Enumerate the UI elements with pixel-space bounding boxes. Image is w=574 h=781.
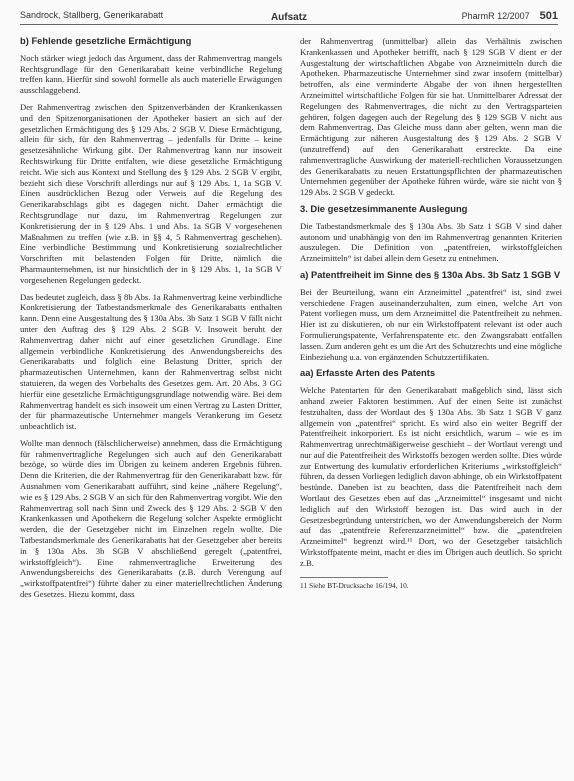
heading-aa: aa) Erfasste Arten des Patents (300, 367, 436, 379)
left-paragraph-4: Wollte man dennoch (fälschlicherweise) annehmen, dass die Ermächtigung für rahmenvertragliche Regelungen sich auch auf den Generikarabatt bezöge, so würde dies im Übrigen zu keinem anderen Ergebnis führen. Denn die Kriterien, die der Rahmenvertrag für den Generikarabatt bzw. für Ausnahmen vom Generikarabatt aufführt, sind keine „nähere Regelung“, wie es § 129 Abs. 2 SGB V an sich für den Rahmenvertrag vorgibt. Wie den Rahmenvertrag soll nach Sinn und Zweck des § 129 Abs. 2 SGB V den Krankenkassen und Apothekern die Regelung solcher Aspekte ermöglicht werden, die der Gesetzgeber nicht im Einzelnen regeln wollte. Die Tatbestandsmerkmale des Generikarabatts hat der Gesetzgeber aber bereits in § 130a Abs. 3b SGB V abschließend geregelt („patentfrei, wirkstoffgleich“). Eine rahmenvertragliche Erweiterung des Anwendungsbereichs des Generikarabatts (z.B. durch Verengung auf „wirkstoffpatentfrei“) führte daher zu einer materiellrechtlichen Änderung des Gesetzes. Hiezu kommt, dass (20, 437, 282, 600)
footnote-divider (300, 577, 388, 578)
header-journal: PharmR 12/2007 (461, 11, 530, 21)
page-header (20, 8, 558, 25)
right-column (300, 36, 562, 590)
left-column (20, 36, 282, 606)
right-paragraph-2: Die Tatbestandsmerkmale des § 130a Abs. 3b Satz 1 SGB V sind daher autonom und unabhängig von den im Rahmenvertrag genannten Kriterien auszulegen. Die Definition von „patentfreien, wirkstoffgleichen Arzneimitteln“ ist dabei allein dem Gesetz zu entnehmen. (300, 220, 562, 264)
header-authors: Sandrock, Stallberg, Generikarabatt (20, 10, 164, 20)
left-paragraph-2: Der Rahmenvertrag zwischen den Spitzenverbänden der Krankenkassen und den Spitzenorganisationen der Apotheker basiert an sich auf der gesetzlichen Ermächtigung des § 129 Abs. 2 SGB V. Diese Ermächtigung, allein für sich, für den Rahmenvertrag – jedenfalls für Dritte – keine gesetzesähnliche Wirkung gibt. Der Rahmenvertrag kann nur insoweit Rechtswirkung für Dritte entfalten, wie diese gesetzliche Ermächtigung reicht. Wie sich aus Kontext und Stellung des § 129 Abs. 2 SGB V ergibt, bezieht sich diese Vorschrift allerdings nur auf § 129 Abs. 1, 1a SGB V. Einen ausdrücklichen Bezug oder Verweis auf die Regelung des Generikarabschlags gibt es dagegen nicht. Daher ermächtigt die Rechtsgrundlage nur dazu, im Rahmenvertrag Regelungen zur Konkretisierung der in § 129 Abs. 1 und Abs. 1a SGB V vorgesehenen Maßnahmen zu treffen (wie z.B. in §§ 4, 5 Rahmenvertrag geschehen). Eine verbindliche Bestimmung und Konkretisierung sozialrechtlicher Vorschriften mit belastenden Folgen für Dritte, nämlich die Pharmaunternehmen, ist nur hinsichtlich der in § 129 Abs. 1, 1a SGB V vorgesehenen Regelungen gedeckt. (20, 101, 282, 285)
footnote-11: 11 Siehe BT-Drucksache 16/194, 10. (300, 580, 409, 590)
right-paragraph-1: der Rahmenvertrag (unmittelbar) allein das Verhältnis zwischen Krankenkassen und Apotheker betrifft, nach § 129 SGB V dient er der Ausgestaltung der wirtschaftlichen Abgabe von Arzneimitteln durch die Apotheken. Pharmazeutische Unternehmer sind zwar insofern (mittelbar) betroffen, als eine verminderte Abgabe der von ihnen hergestellten Arzneimittel wirtschaftliche Folgen für sie hat. Unmittelbarer Adressat der Regelungen des Rahmenvertrages, die nicht zu den Vertragsparteien gehören, folgen dagegen auch der Regelung des § 129 SGB V nicht aus dem Rahmenvertrag. Das Gleiche muss dann aber gelten, wenn man die Ermächtigung zur näheren Ausgestaltung des § 129 Abs. 2 SGB V (unzutreffend) auf den Generikarabatt erstreckte. Da eine rahmenvertragliche Auswirkung der materiell-rechtlichen Voraussetzungen des Generikarabatts zu neuen Erstattungspflichten der pharmazeutischen Unternehmen gegenüber der Apotheke führen würde, wäre sie nicht von § 129 Abs. 2 SGB V gedeckt. (300, 36, 562, 198)
heading-a: a) Patentfreiheit im Sinne des § 130a Abs. 3b Satz 1 SGB V (300, 268, 561, 280)
right-paragraph-3: Bei der Beurteilung, wann ein Arzneimittel „patentfrei“ ist, sind zwei verschiedene Fragen auseinanderzuhalten, zum einen, welche Art von Patent vorliegen muss, um dem Arzneimittel die Patentfreiheit zu nehmen. Hier ist zu diskutieren, ob nur ein Wirkstoffpatent relevant ist oder auch Formulierungspatente, Verfahrenspatente etc. den Zwangsrabatt entfallen lassen. Zum anderen geht es um die Art des Schutzrechts und eine mögliche Einbeziehung u.a. von ergänzenden Schutzzertifikaten. (300, 286, 562, 362)
header-page-number: 501 (539, 10, 558, 22)
left-paragraph-1: Noch stärker wiegt jedoch das Argument, dass der Rahmenvertrag mangels Rechtsgrundlage für den Generikarabatt keine verbindliche Regelung treffen kann. Hierfür sind sowohl formelle als auch materielle Erwägungen ausschlaggebend. (20, 52, 282, 96)
right-paragraph-4: Welche Patentarten für den Generikarabatt maßgeblich sind, lässt sich anhand zweier Faktoren bestimmen. Auf der einen Seite ist zunächst festzuhalten, dass der Wortlaut des § 130a Abs. 3b Satz 1 SGB V ganz allgemein von „patentfrei“ spricht. Es wird also ein weiter Begriff der Patentfreiheit inkorporiert. Es ist nicht ersichtlich, warum – wie es im Rahmenvertrag unrechtmäßigerweise geschieht – der Wortlaut verengt und nur auf die Patentfreiheit des Wirkstoffs bezogen werden sollte. Dies würde zur Entwertung des kumulativ erforderlichen Kriteriums „wirkstoffgleich“ führen, da dessen Vorliegen lediglich davon abhinge, ob ein Wirkstoffpatent bestünde. Daneben ist zu beachten, dass die Patentfreiheit nach dem Wortlaut des Gesetzes eben auf das „Arzneimittel“ insgesamt und nicht lediglich auf den Wirkstoff bezogen ist. Das wird auch in der Gesetzesbegründung unterstrichen, wo der Anwendungsbereich der Norm auf das „patentfreie Referenzarzneimittel“ bzw. die „patentfreien Arzneimittel“ begrenzt wird.¹¹ Dort, wo der Gesetzgeber tatsächlich Wirkstoffpatente meint, macht er dies im Übrigen auch deutlich. So spricht z.B. (300, 385, 562, 568)
header-section: Aufsatz (270, 12, 308, 23)
heading-3: 3. Die gesetzesimmanente Auslegung (300, 202, 468, 214)
left-paragraph-3: Das bedeutet zugleich, dass § 8b Abs. 1a Rahmenvertrag keine verbindliche Konkretisierung der Tatbestandsmerkmale des Generikarabatts enthalten kann. Denn eine Ausgestaltung des § 130a Abs. 3b Satz 1 SGB V fällt nicht unter den Auftrag des § 129 Abs. 2 SGB V. Insoweit beruht der Rahmenvertrag daher nicht auf einer gesetzlichen Grundlage. Eine allgemein verbindliche Konkretisierung des Anwendungsbereichs des Generikarabatts und folglich eine Belastung Dritter, sprich der pharmazeutischen Unternehmen, kann der Rahmenvertrag selbst nicht statuieren, da wegen des Vorbehalts des Gesetzes gem. Art. 20 Abs. 3 GG hierfür eine gesetzliche Ermächtigungsgrundlage notwendig wäre. Bei dem Rahmenvertrag handelt es sich insoweit um einen Vertrag zu Lasten Dritter, der für pharmazeutische Unternehmer mangels Verankerung im Gesetz unbeachtlich ist. (20, 291, 282, 432)
header-journal-info (462, 10, 558, 22)
heading-b: b) Fehlende gesetzliche Ermächtigung (20, 35, 192, 46)
